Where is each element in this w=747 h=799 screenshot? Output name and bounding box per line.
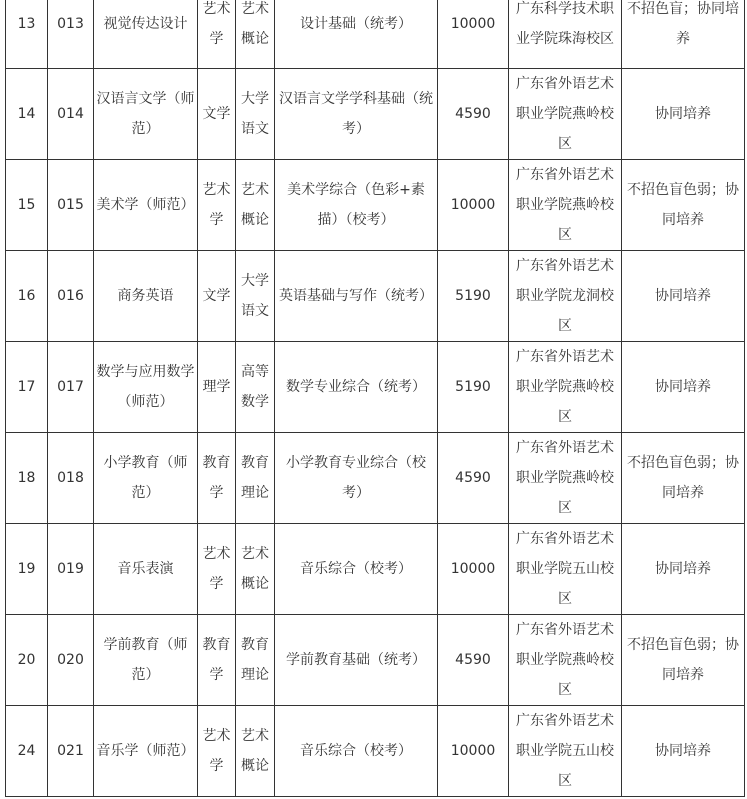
table-row xyxy=(6,69,745,160)
table-container xyxy=(5,0,745,797)
cell-notes: 协同培养 xyxy=(622,251,745,342)
cell-exam: 汉语言文学学科基础（统考） xyxy=(275,69,438,160)
table-row xyxy=(6,615,745,706)
cell-subject: 艺术概论 xyxy=(236,0,275,69)
cell-code: 020 xyxy=(48,615,94,706)
cell-code: 015 xyxy=(48,160,94,251)
cell-campus: 广东省外语艺术职业学院五山校区 xyxy=(509,706,622,797)
cell-tuition: 10000 xyxy=(438,524,509,615)
cell-tuition: 4590 xyxy=(438,615,509,706)
table-row xyxy=(6,433,745,524)
cell-code: 021 xyxy=(48,706,94,797)
table-row xyxy=(6,706,745,797)
cell-major: 音乐学（师范） xyxy=(94,706,198,797)
cell-tuition: 4590 xyxy=(438,69,509,160)
cell-code: 018 xyxy=(48,433,94,524)
cell-notes: 协同培养 xyxy=(622,524,745,615)
cell-tuition: 4590 xyxy=(438,433,509,524)
cell-exam: 英语基础与写作（统考） xyxy=(275,251,438,342)
cell-subject: 教育理论 xyxy=(236,615,275,706)
cell-code: 014 xyxy=(48,69,94,160)
cell-subject: 教育理论 xyxy=(236,433,275,524)
cell-subject: 艺术概论 xyxy=(236,524,275,615)
cell-campus: 广东科学技术职业学院珠海校区 xyxy=(509,0,622,69)
cell-category: 教育学 xyxy=(198,433,236,524)
table-row xyxy=(6,342,745,433)
cell-major: 视觉传达设计 xyxy=(94,0,198,69)
cell-code: 017 xyxy=(48,342,94,433)
cell-exam: 音乐综合（校考） xyxy=(275,524,438,615)
cell-subject: 高等数学 xyxy=(236,342,275,433)
cell-exam: 数学专业综合（统考） xyxy=(275,342,438,433)
cell-exam: 设计基础（统考） xyxy=(275,0,438,69)
cell-notes: 协同培养 xyxy=(622,706,745,797)
cell-subject: 艺术概论 xyxy=(236,706,275,797)
table-row xyxy=(6,524,745,615)
cell-category: 艺术学 xyxy=(198,524,236,615)
cell-category: 文学 xyxy=(198,69,236,160)
table-row xyxy=(6,251,745,342)
cell-campus: 广东省外语艺术职业学院燕岭校区 xyxy=(509,69,622,160)
cell-tuition: 10000 xyxy=(438,160,509,251)
cell-seq: 24 xyxy=(6,706,48,797)
table-row xyxy=(6,160,745,251)
cell-tuition: 10000 xyxy=(438,706,509,797)
cell-major: 音乐表演 xyxy=(94,524,198,615)
cell-campus: 广东省外语艺术职业学院五山校区 xyxy=(509,524,622,615)
cell-notes: 不招色盲色弱；协同培养 xyxy=(622,433,745,524)
cell-seq: 19 xyxy=(6,524,48,615)
cell-tuition: 10000 xyxy=(438,0,509,69)
cell-subject: 大学语文 xyxy=(236,251,275,342)
cell-campus: 广东省外语艺术职业学院燕岭校区 xyxy=(509,433,622,524)
cell-seq: 18 xyxy=(6,433,48,524)
cell-code: 016 xyxy=(48,251,94,342)
cell-exam: 美术学综合（色彩+素描）（校考） xyxy=(275,160,438,251)
cell-notes: 不招色盲色弱；协同培养 xyxy=(622,615,745,706)
cell-category: 教育学 xyxy=(198,615,236,706)
cell-category: 艺术学 xyxy=(198,0,236,69)
cell-category: 理学 xyxy=(198,342,236,433)
cell-campus: 广东省外语艺术职业学院龙洞校区 xyxy=(509,251,622,342)
cell-campus: 广东省外语艺术职业学院燕岭校区 xyxy=(509,342,622,433)
cell-major: 学前教育（师范） xyxy=(94,615,198,706)
table-row xyxy=(6,0,745,69)
cell-exam: 学前教育基础（统考） xyxy=(275,615,438,706)
table-body xyxy=(6,0,745,797)
cell-major: 商务英语 xyxy=(94,251,198,342)
cell-seq: 14 xyxy=(6,69,48,160)
cell-major: 美术学（师范） xyxy=(94,160,198,251)
cell-major: 数学与应用数学（师范） xyxy=(94,342,198,433)
cell-subject: 大学语文 xyxy=(236,69,275,160)
cell-notes: 不招色盲；协同培养 xyxy=(622,0,745,69)
cell-seq: 16 xyxy=(6,251,48,342)
admissions-table xyxy=(5,0,745,797)
cell-exam: 小学教育专业综合（校考） xyxy=(275,433,438,524)
cell-subject: 艺术概论 xyxy=(236,160,275,251)
cell-seq: 13 xyxy=(6,0,48,69)
cell-seq: 20 xyxy=(6,615,48,706)
cell-major: 小学教育（师范） xyxy=(94,433,198,524)
cell-seq: 15 xyxy=(6,160,48,251)
cell-notes: 协同培养 xyxy=(622,69,745,160)
cell-category: 艺术学 xyxy=(198,160,236,251)
cell-tuition: 5190 xyxy=(438,251,509,342)
cell-notes: 不招色盲色弱；协同培养 xyxy=(622,160,745,251)
cell-major: 汉语言文学（师范） xyxy=(94,69,198,160)
cell-code: 019 xyxy=(48,524,94,615)
cell-exam: 音乐综合（校考） xyxy=(275,706,438,797)
cell-code: 013 xyxy=(48,0,94,69)
cell-category: 艺术学 xyxy=(198,706,236,797)
cell-campus: 广东省外语艺术职业学院燕岭校区 xyxy=(509,615,622,706)
cell-campus: 广东省外语艺术职业学院燕岭校区 xyxy=(509,160,622,251)
cell-tuition: 5190 xyxy=(438,342,509,433)
cell-seq: 17 xyxy=(6,342,48,433)
cell-category: 文学 xyxy=(198,251,236,342)
cell-notes: 协同培养 xyxy=(622,342,745,433)
